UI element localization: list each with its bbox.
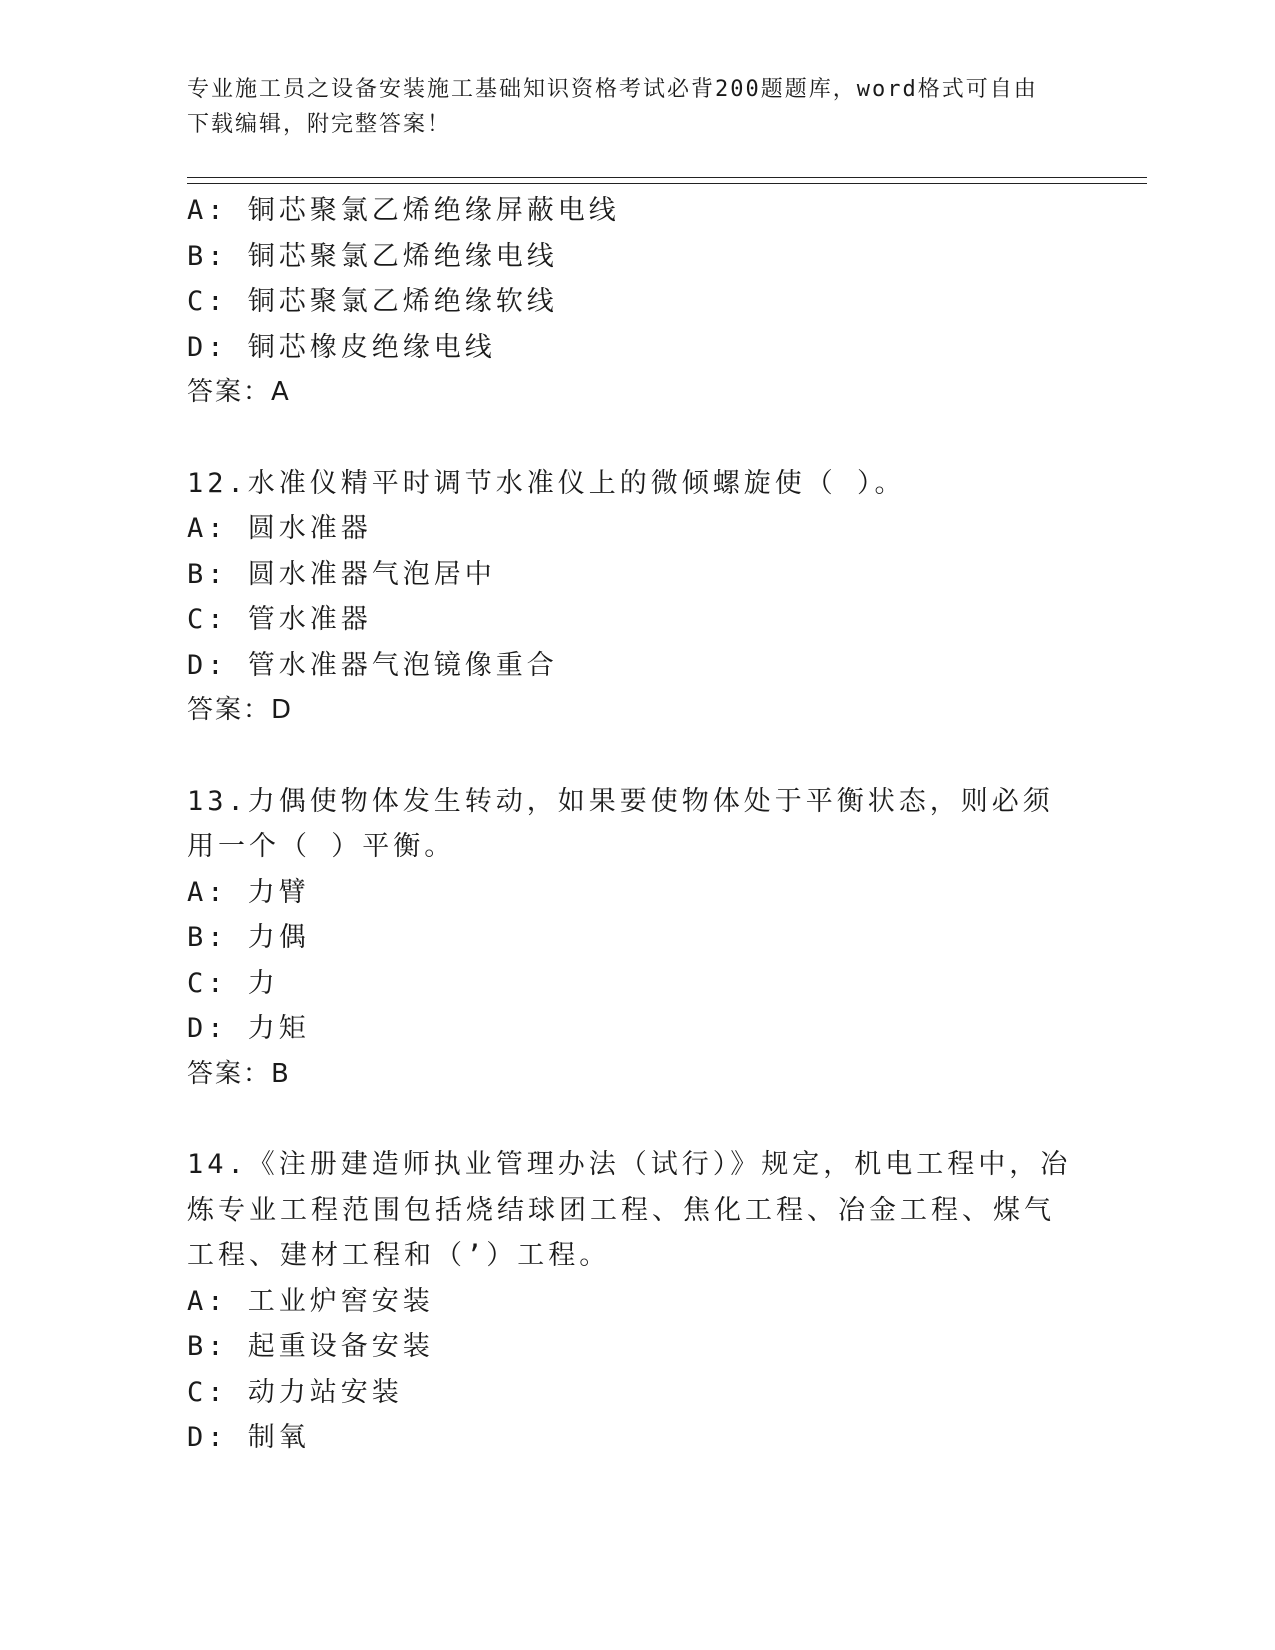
option-a: A: 圆水准器 — [187, 513, 372, 544]
option-c: C: 动力站安装 — [187, 1376, 403, 1408]
option-a: A: 工业炉窖安装 — [187, 1285, 434, 1317]
option-b: B: 铜芯聚氯乙烯绝缘电线 — [187, 240, 558, 272]
option-a: A: 铜芯聚氯乙烯绝缘屏蔽电线 — [187, 195, 620, 226]
header-title-line-1: 专业施工员之设备安装施工基础知识资格考试必背200题题库，word格式可自由 — [187, 77, 1038, 102]
option-c: C: 力 — [187, 967, 279, 999]
question-text: 14.《注册建造师执业管理办法（试行）》规定，机电工程中，冶炼专业工程范围包括烧结球团工程、焦化工程、冶金工程、煤气工程、建材工程和（’）工程。 — [187, 1149, 1072, 1271]
spacer — [187, 1097, 1147, 1142]
option-d: D: 管水准器气泡镜像重合 — [187, 649, 558, 681]
option-b: B: 力偶 — [187, 922, 310, 953]
option-d: D: 力矩 — [187, 1013, 310, 1044]
document-header — [187, 72, 1067, 142]
option-d: D: 制氧 — [187, 1422, 310, 1453]
option-c: C: 铜芯聚氯乙烯绝缘软线 — [187, 286, 558, 317]
question-list — [187, 188, 1147, 1461]
question-13 — [187, 779, 1147, 1098]
answer: 答案：A — [187, 377, 291, 407]
option-b: B: 圆水准器气泡居中 — [187, 558, 496, 590]
option-d: D: 铜芯橡皮绝缘电线 — [187, 331, 496, 363]
spacer — [187, 416, 1147, 461]
question-text: 13.力偶使物体发生转动，如果要使物体处于平衡状态，则必须用一个（ ）平衡。 — [187, 785, 1054, 862]
question-11 — [187, 188, 1147, 416]
option-a: A: 力臂 — [187, 876, 310, 908]
question-text: 12.水准仪精平时调节水准仪上的微倾螺旋使（ ）。 — [187, 467, 906, 499]
option-c: C: 管水准器 — [187, 604, 372, 635]
answer: 答案：D — [187, 695, 294, 725]
header-title-line-2: 下载编辑，附完整答案！ — [187, 112, 452, 137]
spacer — [187, 734, 1147, 779]
question-14 — [187, 1142, 1147, 1461]
question-12 — [187, 461, 1147, 734]
answer: 答案：B — [187, 1058, 291, 1089]
option-b: B: 起重设备安装 — [187, 1331, 434, 1362]
header-divider — [187, 177, 1147, 184]
